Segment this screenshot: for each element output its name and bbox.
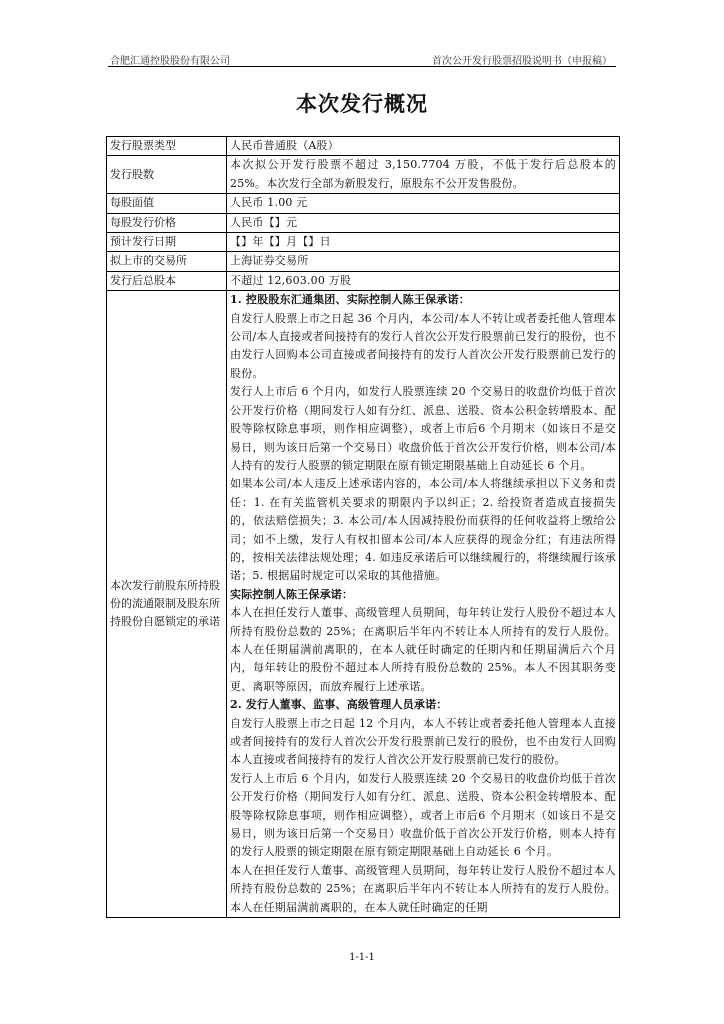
header-company: 合肥汇通控股股份有限公司 [110,56,230,67]
lockup-label: 本次发行前股东所持股份的流通限制及股东所持股份自愿锁定的承诺 [107,291,227,918]
row-label: 发行股票类型 [107,137,227,156]
table-row [107,137,620,156]
offering-overview-table [106,136,620,918]
row-value: 人民币【】元 [227,213,620,232]
row-label: 发行后总股本 [107,271,227,290]
section-heading: 2. 发行人董事、监事、高级管理人员承诺： [230,698,448,712]
row-value: 本次拟公开发行股票不超过 3,150.7704 万股，不低于发行后总股本的25%。本次发行全部为新股发行，原股东不公开发售股份。 [227,156,620,194]
section-heading: 1. 控股股东汇通集团、实际控制人陈王保承诺： [230,293,470,307]
row-value: 人民币 1.00 元 [227,194,620,213]
table-row [107,252,620,271]
row-value: 人民币普通股（A股） [227,137,620,156]
section-heading: 实际控制人陈王保承诺： [230,587,354,601]
paragraph: 发行人上市后 6 个月内，如发行人股票连续 20 个交易日的收盘价均低于首次公开发行价格（期间发行人如有分红、派息、送股、资本公积金转增股本、配股等除权除息事项，则作相应调整），或者上市后6 个月期末（如该日不是交易日，则为该日后第一个交易日）收盘价低于首次公开发行价格，则本人持有的发行人股票的锁定期限在原有锁定期限基础上自动延长 6 个月。 [230,771,616,859]
paragraph: 如果本公司/本人违反上述承诺内容的，本公司/本人将继续承担以下义务和责任：1. 在有关监管机关要求的期限内予以纠正；2. 给投资者造成直接损失的，依法赔偿损失；3. 本公司/本人因减持股份而获得的任何收益将上缴给公司；如不上缴，发行人有权扣留本公司/本人应获得的现金分红；有违法所得的，按相关法律法规处理；4. 如违反承诺后可以继续履行的，将继续履行该承诺；5. 根据届时规定可以采取的其他措施。 [230,477,616,583]
paragraph: 本人在担任发行人董事、高级管理人员期间，每年转让发行人股份不超过本人所持有股份总数的 25%；在离职后半年内不转让本人所持有的发行人股份。本人在任期届满前离职的，在本人就任时确定的任期内和任期届满后六个月内，每年转让的股份不超过本人所持有股份总数的 25%。本人不因其职务变更、离职等原因，而放弃履行上述承诺。 [230,606,616,693]
page-header [108,52,616,66]
lockup-commitments [227,291,620,918]
row-value: 【】年【】月【】日 [227,233,620,252]
paragraph: 自发行人股票上市之日起 12 个月内，本人不转让或者委托他人管理本人直接或者间接持有的发行人首次公开发行股票前已发行的股份，也不由发行人回购本人直接或者间接持有的发行人首次公开发行股票前已发行的股份。 [230,716,616,767]
row-value: 不超过 12,603.00 万股 [227,271,620,290]
paragraph: 本人在担任发行人董事、高级管理人员期间，每年转让发行人股份不超过本人所持有股份总数的 25%；在离职后半年内不转让本人所持有的发行人股份。本人在任期届满前离职的，在本人就任时确定的任期 [230,863,616,914]
row-label: 每股发行价格 [107,213,227,232]
page-number: 1-1-1 [349,952,375,963]
header-rule [108,66,616,67]
row-label: 发行股数 [107,156,227,194]
page-title: 本次发行概况 [296,92,428,116]
row-label: 预计发行日期 [107,233,227,252]
table-row [107,156,620,194]
paragraph: 自发行人股票上市之日起 36 个月内，本公司/本人不转让或者委托他人管理本公司/本人直接或者间接持有的发行人首次公开发行股票前已发行的股份，也不由发行人回购本公司直接或者间接持有的发行人首次公开发行股票前已发行的股份。 [230,311,616,380]
table-row-lockup [107,291,620,918]
paragraph: 发行人上市后 6 个月内，如发行人股票连续 20 个交易日的收盘价均低于首次公开发行价格（期间发行人如有分红、派息、送股、资本公积金转增股本、配股等除权除息事项，则作相应调整），或者上市后6 个月期末（如该日不是交易日，则为该日后第一个交易日）收盘价低于首次公开发行价格，则本公司/本人持有的发行人股票的锁定期限在原有锁定期限基础上自动延长 6 个月。 [230,385,616,472]
table-row [107,194,620,213]
table-row [107,233,620,252]
header-document-title: 首次公开发行股票招股说明书（申报稿） [432,56,612,67]
row-label: 拟上市的交易所 [107,252,227,271]
table-row [107,213,620,232]
row-value: 上海证券交易所 [227,252,620,271]
table-row [107,271,620,290]
row-label: 每股面值 [107,194,227,213]
